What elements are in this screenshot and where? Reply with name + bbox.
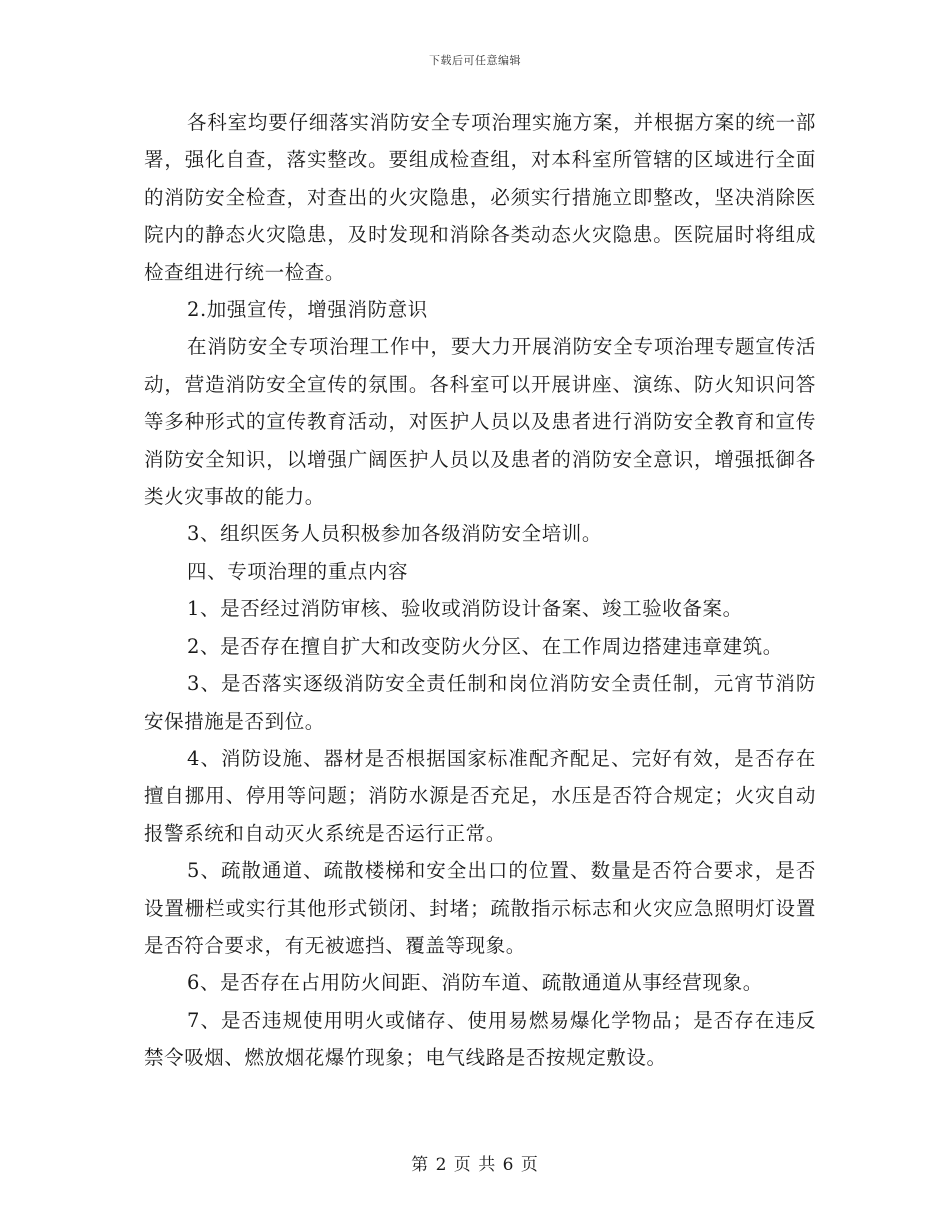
paragraph-publicity: 在消防安全专项治理工作中，要大力开展消防安全专项治理专题宣传活动，营造消防安全宣传的氛围。各科室可以开展讲座、演练、防火知识问答等多种形式的宣传教育活动，对医护人员以及患者进行消防安全教育和宣传消防安全知识，以增强广阔医护人员以及患者的消防安全意识，增强抵御各类火灾事故的能力。 <box>144 335 816 509</box>
list-item-5: 5、疏散通道、疏散楼梯和安全出口的位置、数量是否符合要求，是否设置栅栏或实行其他形式锁闭、封堵；疏散指示标志和火灾应急照明灯设置是否符合要求，有无被遮挡、覆盖等现象。 <box>144 859 816 957</box>
paragraph-training: 3、组织医务人员积极参加各级消防安全培训。 <box>187 522 603 546</box>
list-item-1: 1、是否经过消防审核、验收或消防设计备案、竣工验收备案。 <box>187 597 743 621</box>
page-number-footer: 第 2 页 共 6 页 <box>411 1155 539 1175</box>
list-item-7: 7、是否违规使用明火或储存、使用易燃易爆化学物品；是否存在违反禁令吸烟、燃放烟花爆竹现象；电气线路是否按规定敷设。 <box>144 1008 816 1070</box>
heading-publicity: 2.加强宣传，增强消防意识 <box>187 298 428 322</box>
paragraph-inspection: 各科室均要仔细落实消防安全专项治理实施方案，并根据方案的统一部署，强化自查，落实整改。要组成检查组，对本科室所管辖的区域进行全面的消防安全检查，对查出的火灾隐患，必须实行措施立即整改，坚决消除医院内的静态火灾隐患，及时发现和消除各类动态火灾隐患。医院届时将组成检查组进行统一检查。 <box>144 111 816 284</box>
heading-key-content: 四、专项治理的重点内容 <box>187 559 409 583</box>
list-item-4: 4、消防设施、器材是否根据国家标准配齐配足、完好有效，是否存在擅自挪用、停用等问题；消防水源是否充足，水压是否符合规定；火灾自动报警系统和自动灭火系统是否运行正常。 <box>144 746 816 845</box>
list-item-3: 3、是否落实逐级消防安全责任制和岗位消防安全责任制，元宵节消防安保措施是否到位。 <box>144 672 816 733</box>
list-item-6: 6、是否存在占用防火间距、消防车道、疏散通道从事经营现象。 <box>187 971 763 995</box>
document-body <box>144 104 816 1077</box>
list-item-2: 2、是否存在擅自扩大和改变防火分区、在工作周边搭建违章建筑。 <box>187 634 783 658</box>
page-header-note: 下载后可任意编辑 <box>429 54 521 67</box>
